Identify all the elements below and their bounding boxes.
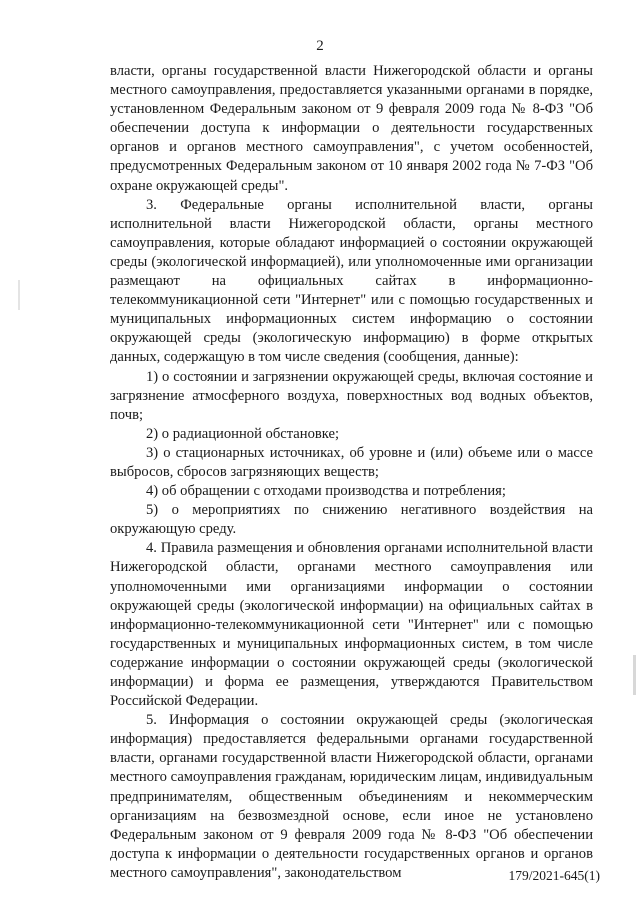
list-item-2: 2) о радиационной обстановке; — [146, 425, 340, 442]
scan-artifact — [633, 655, 636, 695]
list-item-4: 4) об обращении с отходами производства и потребления; — [146, 483, 506, 500]
list-item-5: 5) о мероприятиях по снижению негативного воздействия на окружающую среду. — [110, 502, 593, 538]
page-number: 2 — [316, 38, 324, 54]
paragraph-continuation: власти, органы государственной власти Нижегородской области и органы местного самоуправления, предоставляется указанными органами в порядке, установленном Федеральным законом от 9 февраля 2009 года № 8-ФЗ "Об обеспечении доступа к информации о деятельности государственных органов и органов местного самоуправления", с учетом особенностей, предусмотренных Федеральным законом от 10 января 2002 года № 7-ФЗ "Об охране окружающей среды". — [110, 63, 593, 194]
document-code: 179/2021-645(1) — [508, 868, 600, 883]
list-item-1: 1) о состоянии и загрязнении окружающей среды, включая состояние и загрязнение атмосферного воздуха, поверхностных вод водных объектов, почв; — [110, 368, 593, 423]
paragraph-item-3: 3. Федеральные органы исполнительной власти, органы исполнительной власти Нижегородской области, органы местного самоуправления, которые обладают информацией о состоянии окружающей среды (экологической информацией), или уполномоченные ими организации размещают на официальных сайтах в информационно-телекоммуникационной сети "Интернет" или с помощью государственных и муниципальных информационных систем информацию о состоянии окружающей среды (экологическую информацию) в форме открытых данных, содержащую в том числе сведения (сообщения, данные): — [110, 196, 593, 366]
document-body — [110, 62, 593, 883]
paragraph-item-5: 5. Информация о состоянии окружающей среды (экологическая информация) предоставляется федеральными органами государственной власти, органами государственной власти Нижегородской области, органами местного самоуправления гражданам, юридическим лицам, индивидуальным предпринимателям, общественным объединениям и некоммерческим организациям на безвозмездной основе, если иное не установлено Федеральным законом от 9 февраля 2009 года № 8-ФЗ "Об обеспечении доступа к информации о деятельности государственных органов и органов местного самоуправления", законодательством — [110, 712, 593, 881]
paragraph-item-4: 4. Правила размещения и обновления органами исполнительной власти Нижегородской области, органами местного самоуправления или уполномоченными ими организациями информации о состоянии окружающей среды (экологической информации) на официальных сайтах в информационно-телекоммуникационной сети "Интернет" или с помощью государственных и муниципальных информационных систем, в том числе содержание информации о состоянии окружающей среды (экологической информации) и форма ее размещения, утверждаются Правительством Российской Федерации. — [110, 540, 593, 710]
scan-artifact — [18, 280, 20, 310]
list-item-3: 3) о стационарных источниках, об уровне и (или) объеме или о массе выбросов, сбросов загрязняющих веществ; — [110, 444, 593, 480]
